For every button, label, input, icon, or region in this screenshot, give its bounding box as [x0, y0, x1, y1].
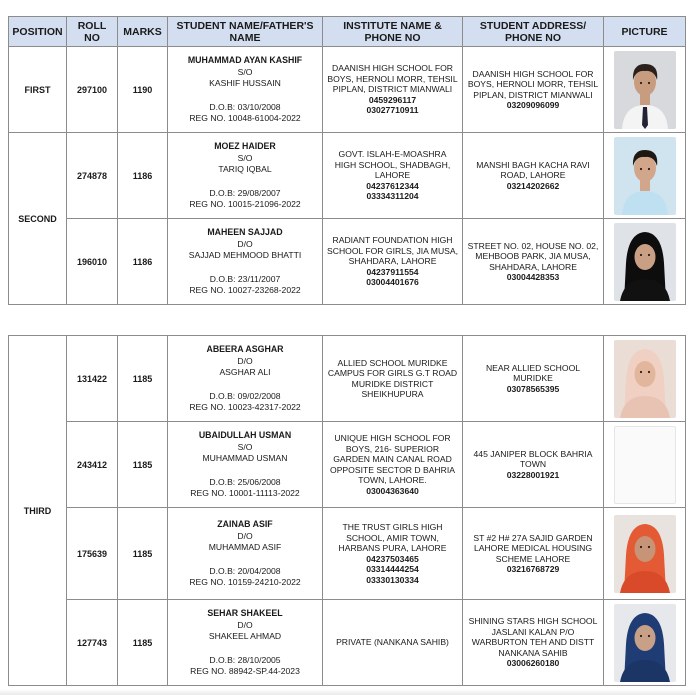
student-name: ABEERA ASGHAR [206, 344, 284, 355]
relation-label: D/O [237, 238, 253, 249]
student-phone: 03228001921 [506, 469, 560, 480]
student-phone: 03006260180 [506, 658, 560, 669]
date-of-birth: D.O.B: 03/10/2008 [209, 101, 281, 112]
student-photo [614, 137, 676, 215]
results-table-bottom [8, 335, 686, 686]
header-student-name: STUDENT NAME/FATHER'S NAME [168, 17, 323, 47]
spacer [172, 262, 318, 274]
student-address: 445 JANIPER BLOCK BAHRIA TOWN [473, 448, 593, 470]
picture-cell [604, 600, 686, 686]
date-of-birth: D.O.B: 25/06/2008 [209, 476, 281, 487]
institute-name: UNIQUE HIGH SCHOOL FOR BOYS, 216- SUPERIOR GARDEN MAIN CANAL ROAD OPPOSITE SECTOR D BAHRIA TOWN, LAHORE. [330, 433, 455, 485]
student-photo [614, 515, 676, 593]
spacer [172, 554, 318, 566]
relation-label: D/O [237, 355, 253, 366]
table-row [9, 508, 686, 600]
header-row [9, 17, 686, 47]
father-name: TARIQ IQBAL [218, 164, 272, 175]
position-second: SECOND [9, 133, 67, 305]
institute-phone: 03330130334 [366, 574, 419, 585]
date-of-birth: D.O.B: 09/02/2008 [209, 390, 281, 401]
position-first: FIRST [9, 47, 67, 133]
institute-cell [323, 133, 463, 219]
spacer [172, 176, 318, 188]
student-name: MAHEEN SAJJAD [207, 227, 283, 238]
relation-label: S/O [237, 66, 253, 77]
father-name: SAJJAD MEHMOOD BHATTI [188, 250, 302, 261]
address-cell [463, 47, 604, 133]
institute-phone: 04237503465 [366, 553, 419, 564]
relation-label: D/O [237, 619, 253, 630]
student-name: ZAINAB ASIF [217, 519, 273, 530]
header-roll-no: ROLL NO [67, 17, 118, 47]
picture-cell [604, 219, 686, 305]
student-name: UBAIDULLAH USMAN [198, 430, 292, 441]
student-cell [168, 508, 323, 600]
student-address: STREET NO. 02, HOUSE NO. 02, MEHBOOB PARK, JIA MUSA, SHAHDARA, LAHORE [467, 240, 599, 272]
student-photo [614, 426, 676, 504]
student-phone: 03216768729 [506, 564, 560, 574]
institute-name: THE TRUST GIRLS HIGH SCHOOL, AMIR TOWN, HARBANS PURA, LAHORE [338, 522, 447, 553]
institute-cell [323, 422, 463, 508]
marks-value: 1186 [118, 219, 168, 305]
roll-number: 175639 [67, 508, 118, 600]
institute-cell [323, 600, 463, 686]
relation-label: D/O [237, 530, 253, 541]
father-name: SHAKEEL AHMAD [208, 631, 282, 642]
student-address: MANSHI BAGH KACHA RAVI ROAD, LAHORE [476, 159, 590, 181]
registration-number: REG NO. 10027-23268-2022 [189, 285, 301, 296]
institute-phone: 03004363640 [366, 485, 419, 496]
student-address: NEAR ALLIED SCHOOL MURIDKE [485, 362, 581, 384]
student-name: SEHAR SHAKEEL [207, 608, 283, 619]
roll-number: 274878 [67, 133, 118, 219]
roll-number: 243412 [67, 422, 118, 508]
spacer [172, 643, 318, 655]
marks-value: 1190 [118, 47, 168, 133]
father-name: KASHIF HUSSAIN [209, 78, 281, 89]
student-phone: 03004428353 [506, 272, 560, 282]
student-phone: 03209096099 [506, 100, 560, 110]
roll-number: 297100 [67, 47, 118, 133]
roll-number: 127743 [67, 600, 118, 686]
institute-name: DAANISH HIGH SCHOOL FOR BOYS, HERNOLI MORR, TEHSIL PIPLAN, DISTRICT MIANWALI [327, 63, 458, 95]
table-row [9, 133, 686, 219]
student-photo [614, 340, 676, 418]
table-row [9, 422, 686, 508]
header-picture: PICTURE [604, 17, 686, 47]
header-position: POSITION [9, 17, 67, 47]
father-name: ASGHAR ALI [219, 367, 271, 378]
student-cell [168, 336, 323, 422]
table-row [9, 47, 686, 133]
student-cell [168, 422, 323, 508]
institute-phone: 03334311204 [366, 191, 419, 202]
picture-cell [604, 133, 686, 219]
spacer [172, 465, 318, 477]
institute-phone: 03027710911 [366, 105, 419, 116]
picture-cell [604, 336, 686, 422]
student-photo [614, 604, 676, 682]
address-cell [463, 219, 604, 305]
institute-name: RADIANT FOUNDATION HIGH SCHOOL FOR GIRLS, JIA MUSA, SHAHDARA, LAHORE [327, 235, 458, 267]
institute-name: GOVT. ISLAH-E-MOASHRA HIGH SCHOOL, SHADBAGH, LAHORE [334, 149, 451, 181]
picture-cell [604, 422, 686, 508]
date-of-birth: D.O.B: 28/10/2005 [209, 654, 281, 665]
student-name: MOEZ HAIDER [214, 141, 276, 152]
registration-number: REG NO. 10001-11113-2022 [190, 488, 300, 499]
institute-cell [323, 47, 463, 133]
registration-number: REG NO. 10015-21096-2022 [189, 199, 301, 210]
marks-value: 1185 [118, 422, 168, 508]
header-institute: INSTITUTE NAME & PHONE NO [323, 17, 463, 47]
address-cell [463, 508, 604, 600]
address-cell [463, 600, 604, 686]
student-address: DAANISH HIGH SCHOOL FOR BOYS, HERNOLI MORR, TEHSIL PIPLAN, DISTRICT MIANWALI [467, 68, 599, 100]
table-row [9, 600, 686, 686]
marks-value: 1185 [118, 600, 168, 686]
father-name: MUHAMMAD ASIF [208, 542, 282, 553]
marks-value: 1185 [118, 508, 168, 600]
date-of-birth: D.O.B: 20/04/2008 [209, 565, 281, 576]
address-cell [463, 422, 604, 508]
registration-number: REG NO. 10023-42317-2022 [189, 402, 301, 413]
registration-number: REG NO. 10048-61004-2022 [189, 113, 301, 124]
header-address: STUDENT ADDRESS/ PHONE NO [463, 17, 604, 47]
institute-phone: 03004401676 [366, 277, 419, 288]
student-address: SHINING STARS HIGH SCHOOL JASLANI KALAN P/O WARBURTON TEH AND DISTT NANKANA SAHIB [468, 616, 598, 658]
institute-phone: 04237612344 [366, 180, 419, 191]
student-photo [614, 223, 676, 301]
table-row [9, 336, 686, 422]
student-cell [168, 133, 323, 219]
institute-cell [323, 219, 463, 305]
student-cell [168, 600, 323, 686]
student-phone: 03214202662 [506, 180, 560, 191]
picture-cell [604, 508, 686, 600]
marks-value: 1185 [118, 336, 168, 422]
student-cell [168, 219, 323, 305]
position-third: THIRD [9, 336, 67, 686]
relation-label: S/O [237, 152, 253, 163]
institute-cell [323, 508, 463, 600]
page-edge [0, 689, 696, 695]
relation-label: S/O [237, 441, 253, 452]
marks-value: 1186 [118, 133, 168, 219]
institute-phone: 0459296117 [368, 94, 417, 105]
address-cell [463, 133, 604, 219]
date-of-birth: D.O.B: 23/11/2007 [209, 273, 281, 284]
roll-number: 196010 [67, 219, 118, 305]
institute-name: PRIVATE (NANKANA SAHIB) [336, 637, 449, 648]
results-table-top [8, 16, 686, 305]
table-row [9, 219, 686, 305]
father-name: MUHAMMAD USMAN [202, 453, 288, 464]
header-marks: MARKS [118, 17, 168, 47]
spacer [172, 90, 318, 102]
student-cell [168, 47, 323, 133]
spacer [172, 379, 318, 391]
student-address: ST #2 H# 27A SAJID GARDEN LAHORE MEDICAL HOUSING SCHEME LAHORE [473, 532, 593, 564]
student-phone: 03078565395 [506, 383, 560, 394]
student-photo [614, 51, 676, 129]
institute-cell [323, 336, 463, 422]
student-name: MUHAMMAD AYAN KASHIF [187, 55, 303, 66]
institute-name: ALLIED SCHOOL MURIDKE CAMPUS FOR GIRLS G.T ROAD MURIDKE DISTRICT SHEIKHUPURA [327, 357, 458, 399]
registration-number: REG NO. 10159-24210-2022 [189, 577, 301, 588]
address-cell [463, 336, 604, 422]
roll-number: 131422 [67, 336, 118, 422]
registration-number: REG NO. 88942-SP.44-2023 [190, 666, 300, 677]
picture-cell [604, 47, 686, 133]
institute-phone: 03314444254 [366, 564, 419, 574]
date-of-birth: D.O.B: 29/08/2007 [209, 187, 281, 198]
institute-phone: 04237911554 [366, 266, 419, 277]
